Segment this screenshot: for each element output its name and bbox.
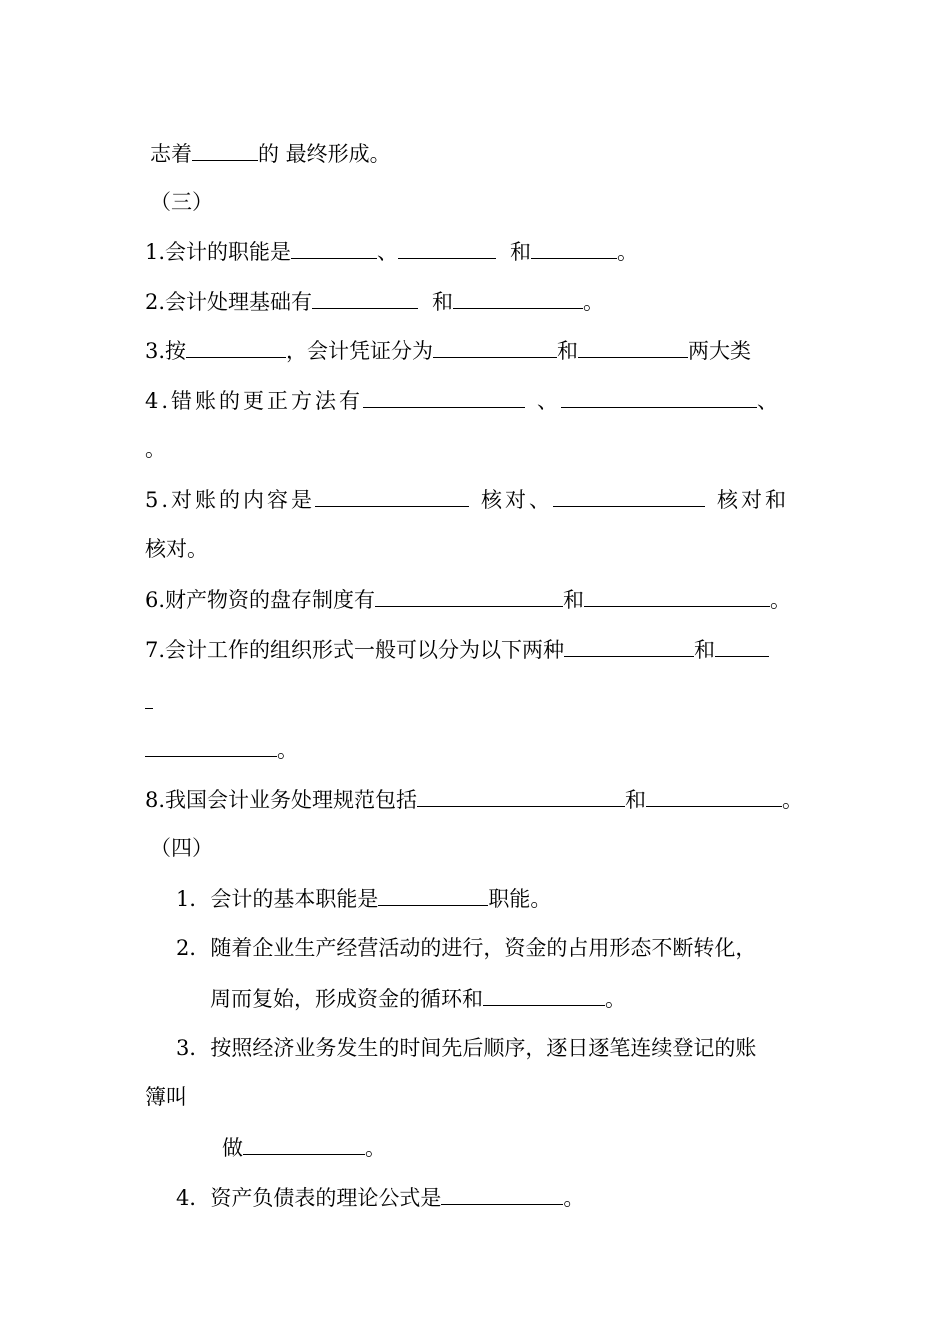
text-line: 志着 的 最终形成。	[150, 142, 391, 166]
fill-blank[interactable]	[584, 586, 770, 607]
question-3-3: 3.按 ，会计凭证分为 和 两大类	[145, 339, 752, 363]
question-3-7-cont: 。	[145, 736, 298, 763]
question-3-4: 4.错账的更正方法有 、 、	[145, 389, 782, 413]
question-3-6: 6.财产物资的盘存制度有 和 。	[145, 588, 792, 612]
question-4-4: 4．资产负债表的理论公式是 。	[176, 1186, 585, 1210]
fill-blank[interactable]	[715, 636, 769, 657]
fill-blank[interactable]	[564, 636, 694, 657]
question-4-3-cont2: 做 。	[222, 1136, 386, 1160]
question-3-4-cont: 。	[145, 437, 166, 461]
fill-blank[interactable]	[561, 387, 757, 408]
fill-blank[interactable]	[186, 337, 286, 358]
question-4-2: 2．随着企业生产经营活动的进行，资金的占用形态不断转化，	[176, 936, 757, 960]
question-3-1: 1.会计的职能是 、 和 。	[145, 240, 639, 264]
fill-blank[interactable]	[315, 486, 469, 507]
fill-blank[interactable]	[375, 586, 563, 607]
section-heading-3: （三）	[150, 190, 213, 214]
fill-blank[interactable]	[531, 238, 617, 259]
question-3-5: 5.对账的内容是 核对、 核对和	[145, 488, 790, 512]
question-4-3: 3．按照经济业务发生的时间先后顺序，逐日逐笔连续登记的账	[176, 1036, 757, 1060]
fill-blank[interactable]	[553, 486, 705, 507]
question-3-2: 2.会计处理基础有 和 。	[145, 290, 605, 314]
fill-blank[interactable]	[291, 238, 377, 259]
question-4-2-cont: 周而复始，形成资金的循环和 。	[210, 987, 626, 1011]
fill-blank[interactable]	[441, 1184, 563, 1205]
question-4-1: 1．会计的基本职能是 职能。	[176, 887, 552, 911]
fill-blank[interactable]	[312, 288, 418, 309]
fill-blank[interactable]	[417, 786, 625, 807]
question-4-3-cont: 簿叫	[145, 1085, 187, 1109]
fill-blank[interactable]	[483, 985, 605, 1006]
fill-blank[interactable]	[378, 885, 488, 906]
question-3-5-cont: 核对。	[145, 537, 208, 561]
fill-blank[interactable]	[192, 140, 258, 161]
fill-blank[interactable]	[578, 337, 688, 358]
fill-blank[interactable]	[243, 1134, 365, 1155]
wrapped-blank	[145, 708, 153, 709]
fill-blank[interactable]	[145, 736, 277, 757]
fill-blank[interactable]	[398, 238, 496, 259]
fill-blank[interactable]	[453, 288, 583, 309]
question-3-7: 7.会计工作的组织形式一般可以分为以下两种 和	[145, 636, 769, 663]
fill-blank[interactable]	[433, 337, 557, 358]
fill-blank[interactable]	[363, 387, 525, 408]
fill-blank[interactable]	[646, 786, 782, 807]
section-heading-4: （四）	[150, 836, 213, 860]
question-3-8: 8.我国会计业务处理规范包括 和 。	[145, 788, 804, 812]
